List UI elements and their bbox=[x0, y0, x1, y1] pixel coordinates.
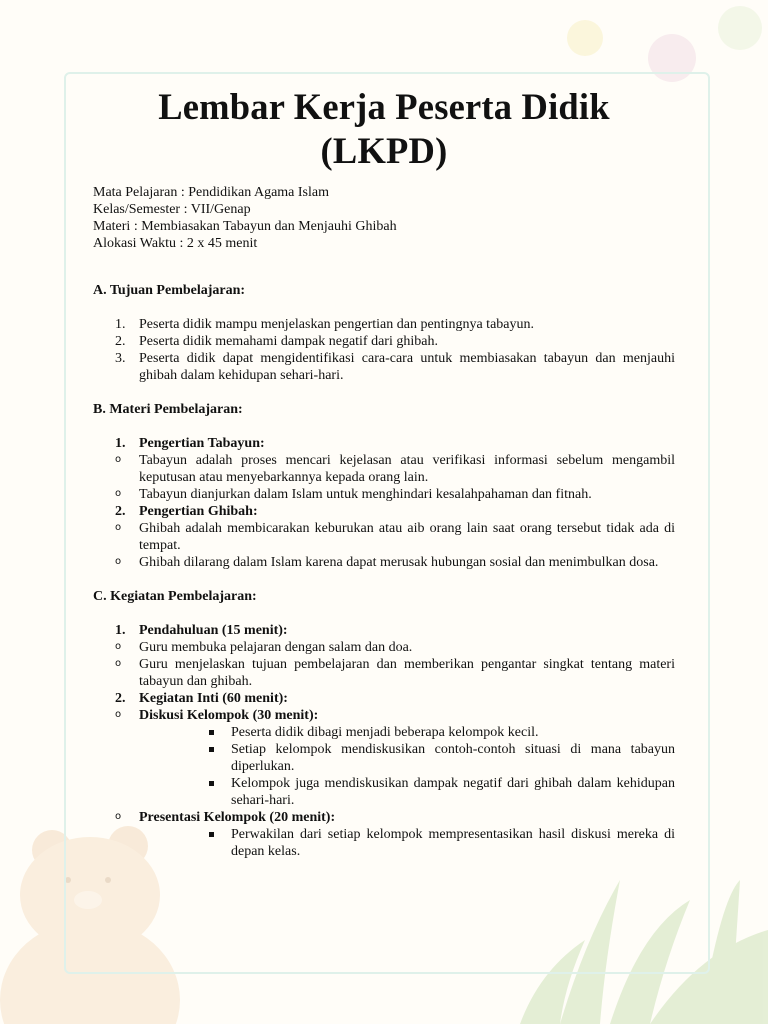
list-title: Pengertian Tabayun: bbox=[139, 436, 265, 451]
list-title: Pengertian Ghibah: bbox=[139, 504, 258, 519]
sub-point bbox=[93, 520, 675, 554]
meta-class-semester: Kelas/Semester : VII/Genap bbox=[93, 202, 251, 217]
list-text: Peserta didik dapat mengidentifikasi cara-cara untuk membiasakan tabayun dan menjauhi ghibah dalam kehidupan sehari-hari. bbox=[139, 351, 675, 383]
detail-point-text: Perwakilan dari setiap kelompok mempresentasikan hasil diskusi mereka di depan kelas. bbox=[231, 827, 675, 859]
meta-time-allocation: Alokasi Waktu : 2 x 45 menit bbox=[93, 236, 258, 251]
list-text: Peserta didik memahami dampak negatif dari ghibah. bbox=[139, 334, 438, 349]
detail-point bbox=[93, 826, 675, 860]
list-number: 1. bbox=[115, 436, 126, 451]
list-item bbox=[93, 690, 675, 707]
section-b-list bbox=[93, 435, 675, 571]
square-bullet-icon bbox=[209, 730, 214, 735]
circle-bullet-icon: o bbox=[115, 556, 122, 567]
sub-group-title-text: Diskusi Kelompok (30 menit): bbox=[139, 708, 319, 723]
sub-point-text: Ghibah dilarang dalam Islam karena dapat merusak hubungan sosial dan menimbulkan dosa. bbox=[139, 555, 659, 570]
sub-point bbox=[93, 656, 675, 690]
meta-material: Materi : Membiasakan Tabayun dan Menjauhi Ghibah bbox=[93, 219, 397, 234]
list-number: 2. bbox=[115, 504, 126, 519]
section-a-heading: A. Tujuan Pembelajaran: bbox=[93, 283, 246, 298]
square-bullet-icon bbox=[209, 781, 214, 786]
sub-point-text: Ghibah adalah membicarakan keburukan atau aib orang lain saat orang tersebut tidak ada di tempat. bbox=[139, 521, 675, 553]
list-item bbox=[93, 316, 675, 333]
square-bullet-icon bbox=[209, 747, 214, 752]
section-c-heading: C. Kegiatan Pembelajaran: bbox=[93, 589, 257, 604]
section-c-list bbox=[93, 622, 675, 860]
list-number: 1. bbox=[115, 623, 126, 638]
sub-point bbox=[93, 639, 675, 656]
sub-group-title bbox=[93, 809, 675, 826]
circle-bullet-icon: o bbox=[115, 709, 122, 720]
sub-point bbox=[93, 486, 675, 503]
list-number: 2. bbox=[115, 691, 126, 706]
circle-bullet-icon: o bbox=[115, 488, 122, 499]
detail-point bbox=[93, 775, 675, 809]
detail-point-text: Peserta didik dibagi menjadi beberapa kelompok kecil. bbox=[231, 725, 539, 740]
list-item bbox=[93, 350, 675, 384]
sub-point-text: Guru menjelaskan tujuan pembelajaran dan memberikan pengantar singkat tentang materi tabayun dan ghibah. bbox=[139, 657, 675, 689]
list-item bbox=[93, 435, 675, 452]
list-title: Pendahuluan (15 menit): bbox=[139, 623, 288, 638]
list-item bbox=[93, 622, 675, 639]
meta-subject: Mata Pelajaran : Pendidikan Agama Islam bbox=[93, 185, 329, 200]
circle-bullet-icon: o bbox=[115, 454, 122, 465]
detail-point bbox=[93, 724, 675, 741]
list-item bbox=[93, 333, 675, 350]
detail-point-text: Kelompok juga mendiskusikan dampak negatif dari ghibah dalam kehidupan sehari-hari. bbox=[231, 776, 675, 808]
sub-point bbox=[93, 452, 675, 486]
sub-group-title-text: Presentasi Kelompok (20 menit): bbox=[139, 810, 336, 825]
circle-bullet-icon: o bbox=[115, 641, 122, 652]
circle-bullet-icon: o bbox=[115, 522, 122, 533]
list-item bbox=[93, 503, 675, 520]
page-title: Lembar Kerja Peserta Didik (LKPD) bbox=[158, 86, 610, 171]
list-number: 2. bbox=[115, 334, 126, 349]
sub-point bbox=[93, 554, 675, 571]
circle-bullet-icon: o bbox=[115, 811, 122, 822]
detail-point bbox=[93, 741, 675, 775]
flower-decoration-icon bbox=[567, 20, 603, 56]
list-title: Kegiatan Inti (60 menit): bbox=[139, 691, 288, 706]
section-a-list bbox=[93, 316, 675, 384]
sub-point-text: Tabayun dianjurkan dalam Islam untuk menghindari kesalahpahaman dan fitnah. bbox=[139, 487, 592, 502]
detail-point-text: Setiap kelompok mendiskusikan contoh-contoh situasi di mana tabayun diperlukan. bbox=[231, 742, 675, 774]
square-bullet-icon bbox=[209, 832, 214, 837]
worksheet-content bbox=[93, 85, 675, 860]
section-b-heading: B. Materi Pembelajaran: bbox=[93, 402, 243, 417]
list-number: 1. bbox=[115, 317, 126, 332]
sub-point-text: Guru membuka pelajaran dengan salam dan doa. bbox=[139, 640, 413, 655]
list-text: Peserta didik mampu menjelaskan pengertian dan pentingnya tabayun. bbox=[139, 317, 534, 332]
sub-group-title bbox=[93, 707, 675, 724]
document-meta bbox=[93, 184, 675, 252]
sub-point-text: Tabayun adalah proses mencari kejelasan atau verifikasi informasi sebelum mengambil keputusan atau menyebarkannya kepada orang lain. bbox=[139, 453, 675, 485]
list-number: 3. bbox=[115, 351, 126, 366]
circle-bullet-icon: o bbox=[115, 658, 122, 669]
